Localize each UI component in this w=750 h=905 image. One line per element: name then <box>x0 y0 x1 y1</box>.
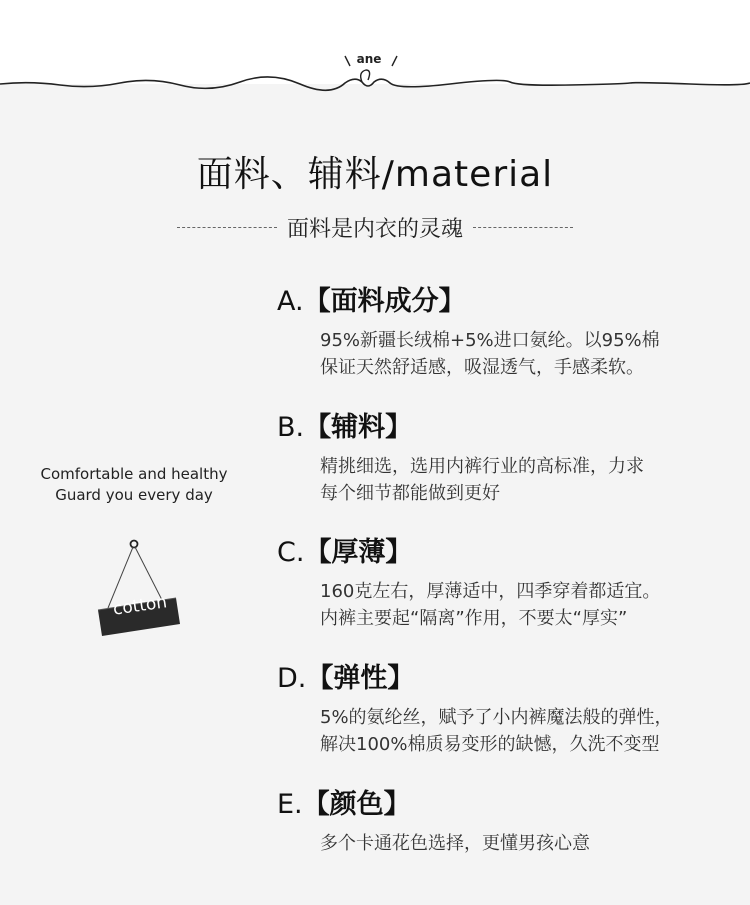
section-line: 保证天然舒适感，吸湿透气，手感柔软。 <box>320 357 644 378</box>
section-thickness <box>277 534 727 632</box>
section-letter: D. <box>277 663 307 694</box>
section-heading <box>277 534 727 572</box>
section-elasticity <box>277 660 727 758</box>
section-body <box>320 704 727 758</box>
section-accessories <box>277 409 727 507</box>
section-color <box>277 786 727 857</box>
section-letter: E. <box>277 789 303 820</box>
subtitle-dash-left <box>177 227 277 228</box>
section-heading <box>277 283 727 321</box>
section-line: 多个卡通花色选择，更懂男孩心意 <box>320 833 590 854</box>
section-heading <box>277 660 727 698</box>
subtitle-dash-right <box>473 227 573 228</box>
page-title: 面料、辅料/material <box>196 154 554 195</box>
tagline-line-1: Comfortable and healthy <box>40 465 228 483</box>
section-letter: A. <box>277 286 304 317</box>
deco-text: ane <box>356 52 382 66</box>
section-name: 【面料成分】 <box>303 286 466 317</box>
section-line: 5%的氨纶丝，赋予了小内裤魔法般的弹性， <box>320 707 673 728</box>
section-line: 解决100%棉质易变形的缺憾，久洗不变型 <box>320 734 660 755</box>
section-fabric <box>277 283 727 381</box>
subtitle: 面料是内衣的灵魂 <box>286 216 463 242</box>
section-body <box>320 830 727 857</box>
tagline <box>20 464 248 506</box>
subtitle-row <box>0 212 750 242</box>
section-heading <box>277 409 727 447</box>
section-line: 每个细节都能做到更好 <box>320 483 500 504</box>
section-name: 【厚薄】 <box>304 537 413 568</box>
section-name: 【弹性】 <box>306 663 415 694</box>
section-body <box>320 578 727 632</box>
section-name: 【颜色】 <box>302 789 411 820</box>
tagline-line-2: Guard you every day <box>55 486 213 504</box>
section-heading <box>277 786 727 824</box>
section-line: 精挑细选，选用内裤行业的高标准，力求 <box>320 456 644 477</box>
section-line: 95%新疆长绒棉+5%进口氨纶。以95%棉 <box>320 330 660 351</box>
section-letter: C. <box>277 537 305 568</box>
section-line: 内裤主要起“隔离”作用，不要太“厚实” <box>320 608 628 629</box>
section-line: 160克左右，厚薄适中，四季穿着都适宜。 <box>320 581 661 602</box>
section-body <box>320 453 727 507</box>
section-name: 【辅料】 <box>304 412 413 443</box>
tag-label: cotton <box>111 592 169 620</box>
section-body <box>320 327 727 381</box>
section-letter: B. <box>277 412 305 443</box>
